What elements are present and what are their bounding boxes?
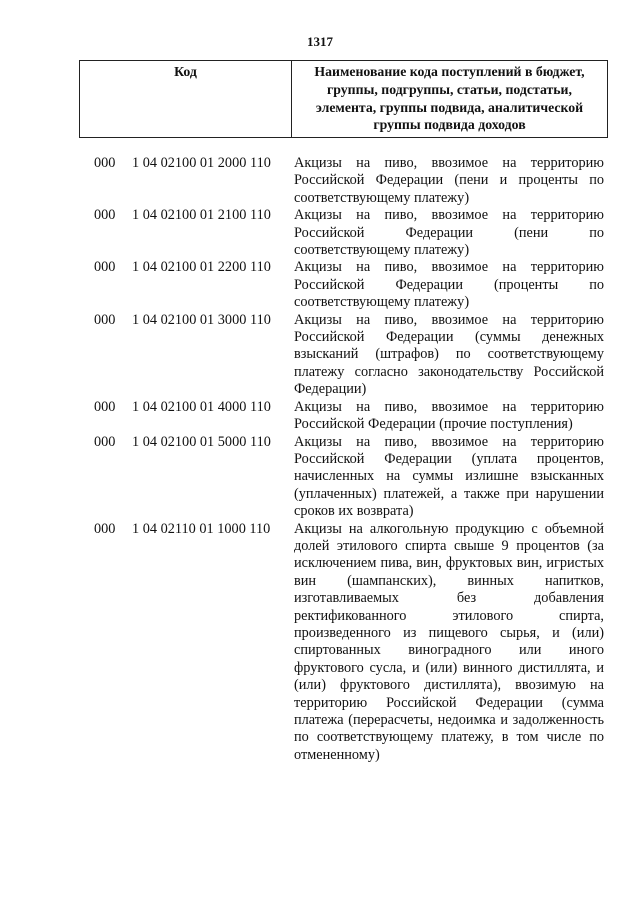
header-code: Код xyxy=(80,61,292,138)
admin-code: 000 xyxy=(94,311,116,328)
revenue-code-list xyxy=(94,155,614,764)
admin-code: 000 xyxy=(94,433,116,450)
revenue-code: 1 04 02100 01 2100 110 xyxy=(132,207,271,224)
admin-code: 000 xyxy=(94,520,116,537)
table-row xyxy=(94,259,614,311)
revenue-code: 1 04 02100 01 4000 110 xyxy=(132,398,271,415)
header-name: Наименование кода поступлений в бюджет, группы, подгруппы, статьи, подстатьи, элемента, группы подвида, аналитической группы подвида доходов xyxy=(292,61,608,138)
revenue-code: 1 04 02100 01 2200 110 xyxy=(132,259,271,276)
revenue-name: Акцизы на алкогольную продукцию с объемной долей этилового спирта свыше 9 процентов (за исключением пива, вин, фруктовых вин, игристых вин (шампанских), винных напитков, изготавливаемых без добавления ректификованного этилового спирта, произведенного из пищевого сырья, и (или) спиртованных виноградного или иного фруктового сусла, и (или) винного дистиллята, и (или) фруктового дистиллята), ввозимую на территорию Российской Федерации (сумма платежа (перерасчеты, недоимка и задолженность по соответствующему платежу, в том числе по отмененному) xyxy=(294,520,604,763)
revenue-code: 1 04 02110 01 1000 110 xyxy=(132,520,271,537)
admin-code: 000 xyxy=(94,398,116,415)
revenue-name: Акцизы на пиво, ввозимое на территорию Российской Федерации (пени и проценты по соответствующему платежу) xyxy=(294,155,604,206)
revenue-name: Акцизы на пиво, ввозимое на территорию Российской Федерации (суммы денежных взысканий (штрафов) по соответствующему платежу согласно законодательству Российской Федерации) xyxy=(294,311,604,398)
admin-code: 000 xyxy=(94,207,116,224)
revenue-code: 1 04 02100 01 2000 110 xyxy=(132,155,271,171)
revenue-code: 1 04 02100 01 3000 110 xyxy=(132,311,271,328)
table-row xyxy=(94,434,614,521)
table-row xyxy=(94,521,614,765)
revenue-name: Акцизы на пиво, ввозимое на территорию Российской Федерации (прочие поступления) xyxy=(294,398,604,433)
admin-code: 000 xyxy=(94,155,116,171)
page-number: 1317 xyxy=(307,34,333,49)
table-row xyxy=(94,312,614,399)
header-table xyxy=(79,60,608,138)
revenue-name: Акцизы на пиво, ввозимое на территорию Российской Федерации (пени по соответствующему платежу) xyxy=(294,207,604,259)
table-row xyxy=(94,155,614,207)
admin-code: 000 xyxy=(94,259,116,276)
revenue-name: Акцизы на пиво, ввозимое на территорию Российской Федерации (проценты по соответствующему платежу) xyxy=(294,259,604,311)
revenue-code: 1 04 02100 01 5000 110 xyxy=(132,433,271,450)
revenue-name: Акцизы на пиво, ввозимое на территорию Российской Федерации (уплата процентов, начисленных на суммы излишне взысканных (уплаченных) платежей, а также при нарушении сроков их возврата) xyxy=(294,433,604,520)
table-row xyxy=(94,207,614,259)
table-row xyxy=(94,399,614,434)
